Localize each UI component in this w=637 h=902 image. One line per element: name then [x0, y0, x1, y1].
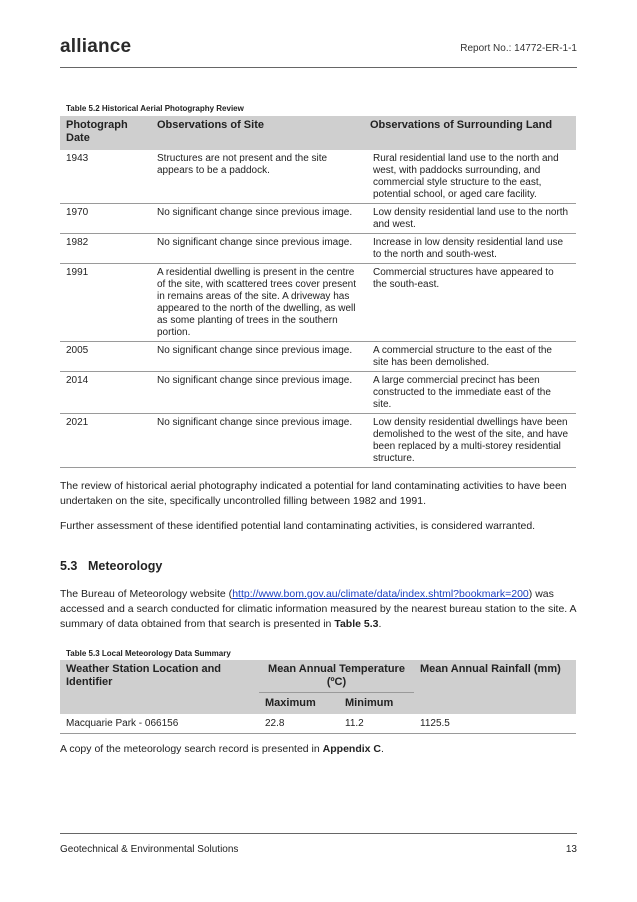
row-surrounding-observation: Low density residential dwellings have been demolished to the west of the site, and have been replaced by a multi-storey residential structure.: [364, 414, 576, 468]
row-date: 1970: [60, 204, 151, 234]
row-site-observation: No significant change since previous image.: [151, 234, 364, 264]
header-divider: [60, 67, 577, 68]
aerial-photography-table: [60, 116, 576, 468]
section-title: Meteorology: [88, 559, 163, 573]
table-row: [60, 372, 576, 414]
row-date: 2021: [60, 414, 151, 468]
row-site-observation: No significant change since previous image.: [151, 342, 364, 372]
table-row: [60, 234, 576, 264]
footer-company-tagline: Geotechnical & Environmental Solutions: [60, 844, 239, 855]
row-surrounding-observation: Rural residential land use to the north and west, with paddocks surrounding, and commercial style structure to the east, potential school, or aged care facility.: [364, 150, 576, 204]
appendix-c-reference: Appendix C: [322, 743, 381, 755]
row-date: 2014: [60, 372, 151, 414]
subheader-minimum: Minimum: [339, 693, 414, 715]
header-mean-temperature: Mean Annual Temperature (ºC): [259, 660, 414, 693]
header-observations-surrounding: Observations of Surrounding Land: [364, 116, 576, 150]
header-photograph-date: Photograph Date: [60, 116, 151, 150]
paragraph-meteorology: [60, 587, 580, 632]
row-date: 1991: [60, 264, 151, 342]
header-mean-rainfall: Mean Annual Rainfall (mm): [414, 660, 576, 714]
bom-website-link[interactable]: http://www.bom.gov.au/climate/data/index.shtml?bookmark=200: [232, 588, 529, 600]
meteorology-text-middle: ) was accessed and a search conducted for climatic information measured by the nearest bureau station to the site. A summary of data obtained from that search is presented in: [60, 588, 576, 630]
table-5-3-caption: Table 5.3 Local Meteorology Data Summary: [66, 649, 231, 658]
company-logo: alliance: [60, 36, 132, 57]
station-name: Macquarie Park - 066156: [60, 714, 259, 734]
row-surrounding-observation: Commercial structures have appeared to the south-east.: [364, 264, 576, 342]
temperature-maximum: 22.8: [259, 714, 339, 734]
row-date: 1943: [60, 150, 151, 204]
meteorology-header-row: [60, 660, 576, 693]
meteorology-text-start: The Bureau of Meteorology website (: [60, 588, 233, 600]
paragraph-appendix-reference: [60, 742, 580, 757]
row-surrounding-observation: Low density residential land use to the north and west.: [364, 204, 576, 234]
row-surrounding-observation: A large commercial precinct has been constructed to the immediate east of the site.: [364, 372, 576, 414]
meteorology-text-end: .: [378, 618, 382, 630]
page-number: 13: [565, 844, 577, 855]
row-site-observation: No significant change since previous image.: [151, 372, 364, 414]
section-number: 5.3: [60, 559, 78, 573]
meteorology-table: [60, 660, 576, 734]
row-date: 2005: [60, 342, 151, 372]
row-surrounding-observation: Increase in low density residential land use to the north and south-west.: [364, 234, 576, 264]
closing-text: A copy of the meteorology search record is presented in: [60, 743, 323, 755]
table-5-2-caption: Table 5.2 Historical Aerial Photography Review: [66, 104, 244, 113]
section-heading-meteorology: [60, 559, 162, 573]
table-row: [60, 342, 576, 372]
temperature-minimum: 11.2: [339, 714, 414, 734]
table-row: [60, 204, 576, 234]
row-site-observation: No significant change since previous image.: [151, 414, 364, 468]
row-surrounding-observation: A commercial structure to the east of the site has been demolished.: [364, 342, 576, 372]
closing-period: .: [381, 743, 384, 755]
row-site-observation: A residential dwelling is present in the centre of the site, with scattered trees cover present in remains areas of the site. A driveway has appeared to the north of the dwelling, as well as some planting of trees in the southern portion.: [151, 264, 364, 342]
table-row: [60, 150, 576, 204]
subheader-maximum: Maximum: [259, 693, 339, 715]
table-row: [60, 414, 576, 468]
table-row: [60, 264, 576, 342]
rainfall-value: 1125.5: [414, 714, 576, 734]
header-observations-site: Observations of Site: [151, 116, 364, 150]
report-number: Report No.: 14772-ER-1-1: [460, 43, 577, 54]
row-site-observation: Structures are not present and the site appears to be a paddock.: [151, 150, 364, 204]
paragraph-aerial-summary: The review of historical aerial photography indicated a potential for land contaminating activities to have been undertaken on the site, specifically uncontrolled filling between 1982 and 1991.: [60, 480, 567, 507]
row-site-observation: No significant change since previous image.: [151, 204, 364, 234]
footer-divider: [60, 833, 577, 834]
header-weather-station: Weather Station Location and Identifier: [60, 660, 259, 714]
row-date: 1982: [60, 234, 151, 264]
table-header-row: [60, 116, 576, 150]
table-row: [60, 714, 576, 734]
paragraph-further-assessment: Further assessment of these identified potential land contaminating activities, is considered warranted.: [60, 520, 536, 532]
table-5-3-reference: Table 5.3: [334, 618, 379, 630]
